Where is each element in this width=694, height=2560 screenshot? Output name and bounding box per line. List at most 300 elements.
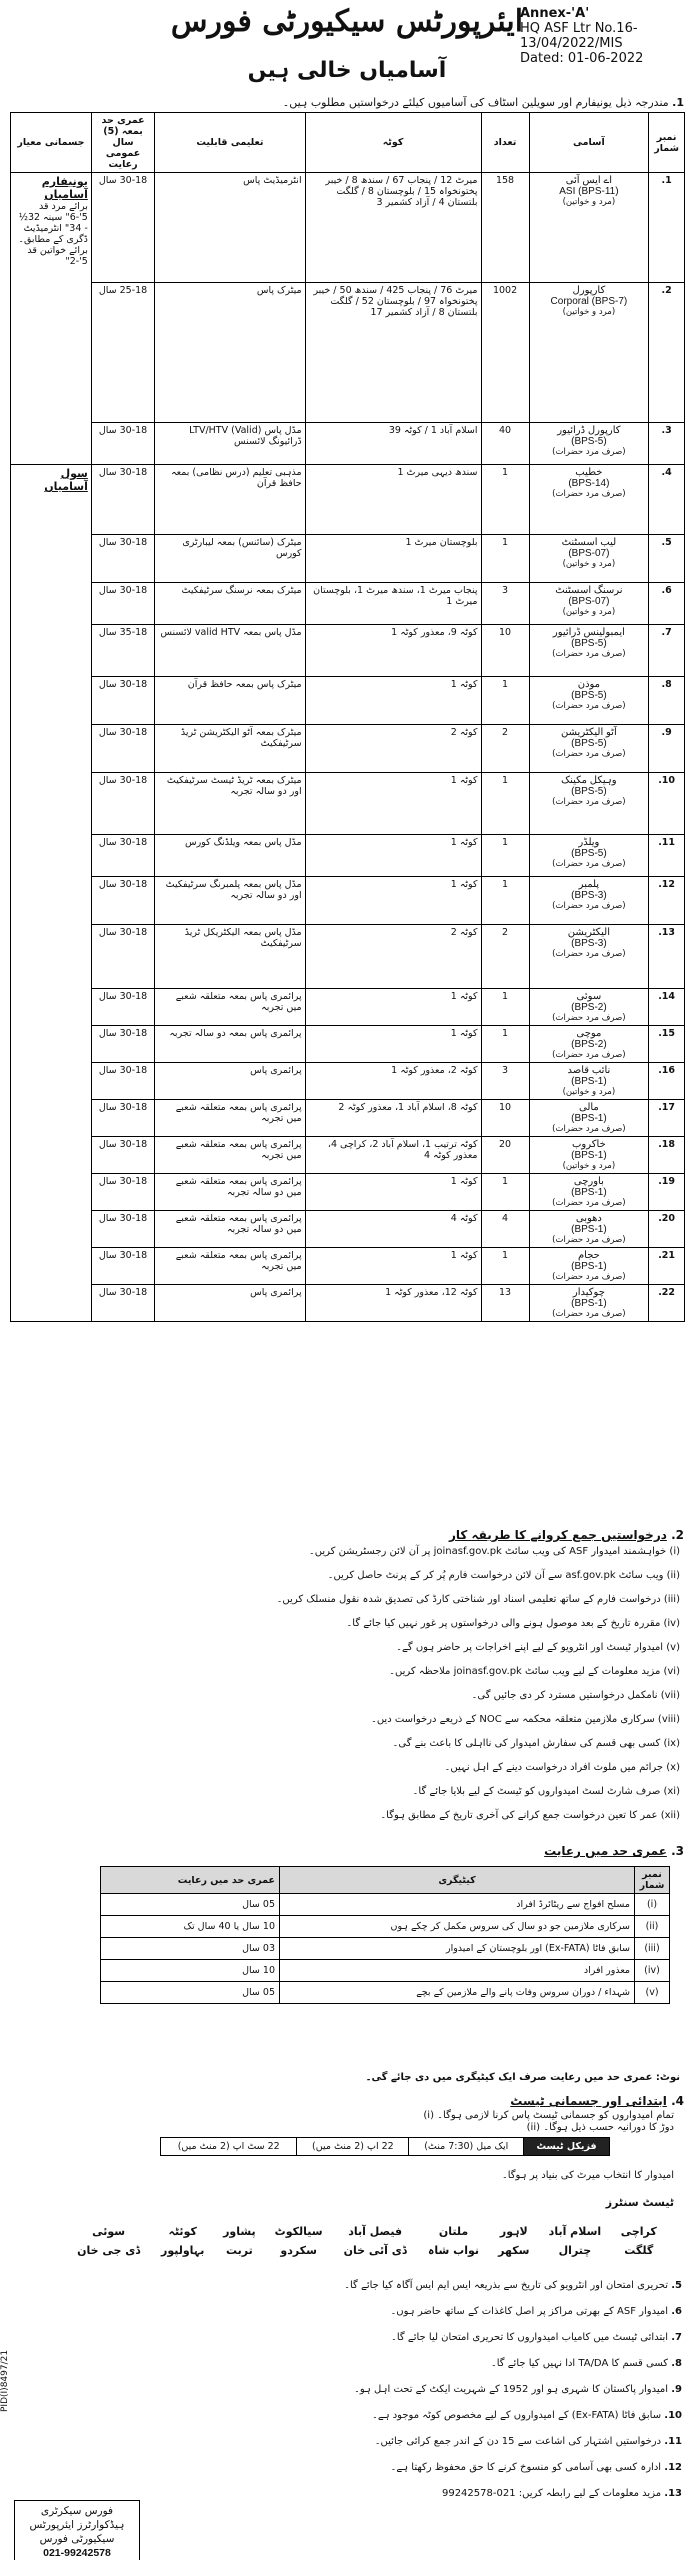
age-relax-note: نوٹ: عمری حد میں رعایت صرف ایک کیٹیگری میں دی جائے گی۔ bbox=[365, 2072, 680, 2083]
post-title-urdu: حجام bbox=[577, 1250, 600, 1261]
note-line bbox=[162, 2436, 682, 2447]
row-serial: 6. bbox=[649, 583, 685, 625]
post-gender-note: (صرف مرد حضرات) bbox=[552, 901, 626, 911]
col-header-age: عمری حد بمعہ (5) سال عمومی رعایت bbox=[91, 113, 154, 173]
office-name: فورس سیکرٹری bbox=[40, 2505, 114, 2517]
post-gender-note: (صرف مرد حضرات) bbox=[552, 749, 626, 759]
age-table-row bbox=[101, 1894, 670, 1916]
city-name: چترال bbox=[558, 2244, 592, 2257]
row-post bbox=[529, 1174, 649, 1211]
note-number: 13. bbox=[664, 2488, 682, 2499]
row-count: 158 bbox=[481, 173, 529, 283]
row-education: میٹرک بمعہ آٹو الیکٹریشن ٹریڈ سرٹیفکیٹ bbox=[155, 725, 305, 773]
apply-line: (iv) مقررہ تاریخ کے بعد موصول ہونے والی درخواستوں پر غور نہیں کیا جائے گا۔ bbox=[346, 1618, 680, 1629]
physical-line-1: (i) تمام امیدواروں کو جسمانی ٹیسٹ پاس کرنا لازمی ہوگا۔ bbox=[423, 2110, 674, 2121]
post-title-english: (BPS-5) bbox=[571, 638, 607, 649]
post-title-urdu: چوکیدار bbox=[572, 1287, 605, 1298]
apply-line: (ix) کسی بھی قسم کی سفارش امیدوار کی نااہلی کا باعث بنے گی۔ bbox=[392, 1738, 680, 1749]
apply-line: (iii) درخواست فارم کے ساتھ تعلیمی اسناد اور شناختی کارڈ کی تصدیق شدہ نقول منسلک کریں۔ bbox=[276, 1594, 680, 1605]
physical-test-row bbox=[161, 2138, 610, 2156]
post-title-urdu: موذن bbox=[577, 679, 601, 690]
civil-physical-cell bbox=[11, 465, 92, 1322]
row-serial: 8. bbox=[649, 677, 685, 725]
row-count: 1 bbox=[481, 773, 529, 835]
post-title-english: (BPS-1) bbox=[571, 1261, 607, 1272]
physical-heading-text: ابتدائی اور جسمانی ٹیسٹ bbox=[510, 2094, 667, 2108]
col-header-post: آسامی bbox=[529, 113, 649, 173]
row-age: 30-18 سال bbox=[91, 535, 154, 583]
note-line bbox=[162, 2332, 682, 2343]
age-row-serial: (i) bbox=[635, 1894, 670, 1916]
row-age: 30-18 سال bbox=[91, 989, 154, 1026]
row-post bbox=[529, 989, 649, 1026]
row-quota: کوٹہ 2، معذور کوٹہ 1 bbox=[305, 1063, 481, 1100]
post-title-urdu: کارپورل bbox=[572, 285, 606, 296]
post-title-english: (BPS-1) bbox=[571, 1150, 607, 1161]
age-relax-heading bbox=[544, 1844, 684, 1858]
row-post bbox=[529, 1100, 649, 1137]
note-text: کسی قسم کا TA/DA ادا نہیں کیا جائے گا۔ bbox=[490, 2358, 669, 2369]
table-row bbox=[11, 1063, 685, 1100]
row-quota: کوٹہ 1 bbox=[305, 1248, 481, 1285]
row-serial: 3. bbox=[649, 423, 685, 465]
post-gender-note: (مرد و خواتین) bbox=[562, 607, 616, 617]
row-quota: کوٹہ 12، معذور کوٹہ 1 bbox=[305, 1285, 481, 1322]
note-number: 9. bbox=[671, 2384, 682, 2395]
note-number: 7. bbox=[671, 2332, 682, 2343]
row-post bbox=[529, 1026, 649, 1063]
vacancies-subtitle: آسامیاں خالی ہیں bbox=[247, 58, 447, 83]
table-row bbox=[11, 1285, 685, 1322]
row-count: 40 bbox=[481, 423, 529, 465]
row-age: 30-18 سال bbox=[91, 1174, 154, 1211]
city-name: سوئی bbox=[92, 2225, 126, 2238]
post-title-urdu: پلمبر bbox=[578, 879, 600, 890]
col-header-education: تعلیمی قابلیت bbox=[155, 113, 305, 173]
row-quota: کوٹہ 8، اسلام آباد 1، معذور کوٹہ 2 bbox=[305, 1100, 481, 1137]
section-number: 3. bbox=[671, 1844, 684, 1858]
row-post bbox=[529, 1285, 649, 1322]
row-post bbox=[529, 283, 649, 423]
row-post bbox=[529, 877, 649, 925]
section-number: 1. bbox=[672, 96, 684, 109]
row-education: مڈل پاس LTV/HTV (Valid) ڈرائیونگ لائسنس bbox=[155, 423, 305, 465]
row-serial: 12. bbox=[649, 877, 685, 925]
post-title-urdu: خطیب bbox=[575, 467, 603, 478]
post-title-urdu: دھوبی bbox=[575, 1213, 602, 1224]
row-count: 13 bbox=[481, 1285, 529, 1322]
row-age: 30-18 سال bbox=[91, 835, 154, 877]
post-title-english: (BPS-5) bbox=[571, 848, 607, 859]
post-title-urdu: کارپورل ڈرائیور bbox=[557, 425, 621, 436]
row-serial: 13. bbox=[649, 925, 685, 989]
post-gender-note: (مرد و خواتین) bbox=[562, 307, 616, 317]
row-count: 2 bbox=[481, 725, 529, 773]
post-title-urdu: نرسنگ اسسٹنٹ bbox=[555, 585, 623, 596]
post-gender-note: (صرف مرد حضرات) bbox=[552, 797, 626, 807]
post-gender-note: (صرف مرد حضرات) bbox=[552, 1013, 626, 1023]
city-name: ڈی جی خان bbox=[77, 2244, 141, 2257]
post-title-english: (BPS-3) bbox=[571, 890, 607, 901]
post-title-urdu: خاکروب bbox=[572, 1139, 606, 1150]
table-row bbox=[11, 1137, 685, 1174]
city-name: تربت bbox=[226, 2244, 253, 2257]
table-row bbox=[11, 725, 685, 773]
post-gender-note: (صرف مرد حضرات) bbox=[552, 447, 626, 457]
row-count: 2 bbox=[481, 925, 529, 989]
row-count: 1 bbox=[481, 677, 529, 725]
row-age: 30-18 سال bbox=[91, 725, 154, 773]
note-text: ابتدائی ٹیسٹ میں کامیاب امیدواروں کا تحریری امتحان لیا جائے گا۔ bbox=[391, 2332, 669, 2343]
post-title-english: (BPS-1) bbox=[571, 1113, 607, 1124]
post-title-urdu: باورچی bbox=[573, 1176, 604, 1187]
table-row bbox=[11, 677, 685, 725]
row-count: 1 bbox=[481, 1026, 529, 1063]
post-title-english: (BPS-1) bbox=[571, 1224, 607, 1235]
table-row bbox=[11, 583, 685, 625]
note-text: امیدوار ASF کے بھرتی مراکز پر اصل کاغذات کے ساتھ حاضر ہوں۔ bbox=[390, 2306, 669, 2317]
row-count: 1 bbox=[481, 1248, 529, 1285]
row-count: 1 bbox=[481, 1174, 529, 1211]
row-post bbox=[529, 173, 649, 283]
hq-name: ہیڈکوارٹرز ایئرپورٹس سیکیورٹی فورس bbox=[29, 2519, 125, 2545]
table-row bbox=[11, 1026, 685, 1063]
row-serial: 4. bbox=[649, 465, 685, 535]
row-post bbox=[529, 925, 649, 989]
post-gender-note: (مرد و خواتین) bbox=[562, 1087, 616, 1097]
row-age: 35-18 سال bbox=[91, 625, 154, 677]
row-quota: سندھ دیہی میرٹ 1 bbox=[305, 465, 481, 535]
post-title-english: (BPS-5) bbox=[571, 738, 607, 749]
physical-test-table bbox=[160, 2137, 610, 2156]
note-text: ادارہ کسی بھی آسامی کو منسوخ کرنے کا حق محفوظ رکھتا ہے۔ bbox=[390, 2462, 662, 2473]
table-row bbox=[11, 423, 685, 465]
note-line bbox=[162, 2358, 682, 2369]
physical-line-2: (ii) دوڑ کا دورانیہ حسب ذیل ہوگا۔ bbox=[526, 2122, 674, 2133]
row-post bbox=[529, 1248, 649, 1285]
row-age: 30-18 سال bbox=[91, 925, 154, 989]
row-serial: 2. bbox=[649, 283, 685, 423]
row-serial: 21. bbox=[649, 1248, 685, 1285]
age-row-relaxation: 05 سال bbox=[101, 1894, 280, 1916]
row-post bbox=[529, 1137, 649, 1174]
table-header-row bbox=[11, 113, 685, 173]
apply-line: (ii) ویب سائٹ asf.gov.pk سے آن لائن درخواست فارم پُر کر کے پرنٹ حاصل کریں۔ bbox=[327, 1570, 680, 1581]
row-post bbox=[529, 1211, 649, 1248]
table-row bbox=[11, 1174, 685, 1211]
row-age: 30-18 سال bbox=[91, 1248, 154, 1285]
row-education: پرائمری پاس بمعہ متعلقہ شعبے میں تجربہ bbox=[155, 1137, 305, 1174]
section-number: 4. bbox=[671, 2094, 684, 2108]
age-col-relaxation: عمری حد میں رعایت bbox=[101, 1867, 280, 1894]
row-quota: کوٹہ 1 bbox=[305, 989, 481, 1026]
apply-line: (viii) سرکاری ملازمین متعلقہ محکمہ سے NOC کے ذریعے درخواست دیں۔ bbox=[370, 1714, 680, 1725]
table-row bbox=[11, 925, 685, 989]
city-name: لاہور bbox=[499, 2225, 528, 2238]
test-centers-heading: ٹیسٹ سنٹرز bbox=[605, 2196, 674, 2209]
row-serial: 16. bbox=[649, 1063, 685, 1100]
post-title-urdu: مالی bbox=[578, 1102, 599, 1113]
row-post bbox=[529, 423, 649, 465]
table-row bbox=[11, 1100, 685, 1137]
row-count: 1 bbox=[481, 989, 529, 1026]
physical-test-situps: 22 سٹ اپ (2 منٹ میں) bbox=[161, 2138, 297, 2156]
row-quota: کوٹہ 1 bbox=[305, 1026, 481, 1063]
city-name: فیصل آباد bbox=[348, 2225, 403, 2238]
col-header-quota: کوٹہ bbox=[305, 113, 481, 173]
note-text: مزید معلومات کے لیے رابطہ کریں: 021-99242578 bbox=[441, 2488, 662, 2499]
table-row bbox=[11, 773, 685, 835]
row-education: انٹرمیڈیٹ پاس bbox=[155, 173, 305, 283]
advert-title: ایئرپورٹس سیکیورٹی فورس bbox=[170, 4, 524, 39]
post-gender-note: (صرف مرد حضرات) bbox=[552, 1198, 626, 1208]
post-gender-note: (صرف مرد حضرات) bbox=[552, 1235, 626, 1245]
row-age: 25-18 سال bbox=[91, 283, 154, 423]
post-title-urdu: سوئی bbox=[576, 991, 602, 1002]
uniform-physical-standard: برائے مرد قد 5'-6" سینہ 32½ - 34" انٹرمیڈیٹ ڈگری کے مطابق۔ برائے خواتین قد 5'-2" bbox=[18, 201, 88, 267]
post-title-urdu: وہیکل مکینک bbox=[561, 775, 617, 786]
row-serial: 5. bbox=[649, 535, 685, 583]
post-title-english: (BPS-2) bbox=[571, 1002, 607, 1013]
row-serial: 9. bbox=[649, 725, 685, 773]
post-title-english: (BPS-1) bbox=[571, 1298, 607, 1309]
apply-heading bbox=[449, 1528, 684, 1542]
intro-line bbox=[24, 96, 684, 109]
post-title-english: (BPS-07) bbox=[568, 548, 610, 559]
city-name: ڈی آئی خان bbox=[343, 2244, 407, 2257]
post-title-english: (BPS-3) bbox=[571, 938, 607, 949]
row-education: پرائمری پاس bbox=[155, 1285, 305, 1322]
note-line bbox=[162, 2462, 682, 2473]
row-age: 30-18 سال bbox=[91, 1026, 154, 1063]
post-title-english: (BPS-2) bbox=[571, 1039, 607, 1050]
table-row bbox=[11, 1211, 685, 1248]
row-count: 1 bbox=[481, 877, 529, 925]
row-post bbox=[529, 1063, 649, 1100]
row-quota: کوٹہ 2 bbox=[305, 925, 481, 989]
age-row-category: سرکاری ملازمین جو دو سال کی سروس مکمل کر چکے ہوں bbox=[280, 1916, 635, 1938]
civil-posts-heading: سول آسامیاں bbox=[44, 467, 88, 493]
age-col-serial: نمبر شمار bbox=[635, 1867, 670, 1894]
note-line bbox=[162, 2384, 682, 2395]
row-quota: کوٹہ 2 bbox=[305, 725, 481, 773]
row-post bbox=[529, 677, 649, 725]
row-education: پرائمری پاس بمعہ متعلقہ شعبے میں تجربہ bbox=[155, 1100, 305, 1137]
post-title-urdu: لیب اسسٹنٹ bbox=[561, 537, 617, 548]
note-text: درخواستیں اشتہار کی اشاعت سے 15 دن کے اندر جمع کرائی جائیں۔ bbox=[374, 2436, 662, 2447]
age-relaxation-table bbox=[100, 1866, 670, 2004]
post-title-urdu: ایمبولینس ڈرائیور bbox=[552, 627, 625, 638]
age-row-category: سابق فاٹا (Ex-FATA) اور بلوچستان کے امیدوار bbox=[280, 1938, 635, 1960]
vacancies-table bbox=[10, 112, 685, 1322]
physical-test-pushups: 22 اپ (2 منٹ میں) bbox=[297, 2138, 409, 2156]
physical-note: امیدوار کا انتخاب میرٹ کی بنیاد پر ہوگا۔ bbox=[501, 2170, 674, 2181]
apply-line: (v) امیدوار ٹیسٹ اور انٹرویو کے لیے اپنے اخراجات پر حاضر ہوں گے۔ bbox=[396, 1642, 680, 1653]
note-text: تحریری امتحان اور انٹرویو کی تاریخ سے بذریعہ ایس ایم ایس آگاہ کیا جائے گا۔ bbox=[344, 2280, 669, 2291]
uniform-posts-heading: یونیفارم آسامیاں bbox=[41, 175, 88, 201]
age-row-relaxation: 10 سال bbox=[101, 1960, 280, 1982]
age-row-serial: (iv) bbox=[635, 1960, 670, 1982]
row-post bbox=[529, 465, 649, 535]
section-number: 2. bbox=[671, 1528, 684, 1542]
row-serial: 7. bbox=[649, 625, 685, 677]
row-count: 1 bbox=[481, 465, 529, 535]
post-gender-note: (مرد و خواتین) bbox=[562, 1161, 616, 1171]
contact-phone: 021-99242578 bbox=[43, 2547, 111, 2559]
table-row bbox=[11, 465, 685, 535]
row-serial: 15. bbox=[649, 1026, 685, 1063]
table-row bbox=[11, 535, 685, 583]
row-education: پرائمری پاس بمعہ دو سالہ تجربہ bbox=[155, 1026, 305, 1063]
row-count: 4 bbox=[481, 1211, 529, 1248]
apply-line: (xi) صرف شارٹ لسٹ امیدواروں کو ٹیسٹ کے لیے بلایا جائے گا۔ bbox=[412, 1786, 680, 1797]
row-quota: کوٹہ 1 bbox=[305, 1174, 481, 1211]
row-post bbox=[529, 625, 649, 677]
row-count: 1002 bbox=[481, 283, 529, 423]
city-name: پشاور bbox=[223, 2225, 256, 2238]
row-education: مڈل پاس بمعہ valid HTV لائسنس bbox=[155, 625, 305, 677]
city-name: کراچی bbox=[620, 2225, 657, 2238]
city-name: کوئٹہ bbox=[168, 2225, 197, 2238]
row-count: 3 bbox=[481, 1063, 529, 1100]
age-row-category: شہداء / دوران سروس وفات پانے والے ملازمین کے بچے bbox=[280, 1982, 635, 2004]
row-count: 10 bbox=[481, 1100, 529, 1137]
age-col-category: کیٹیگری bbox=[280, 1867, 635, 1894]
apply-line: (xii) عمر کا تعین درخواست جمع کرانے کی آخری تاریخ کے مطابق ہوگا۔ bbox=[380, 1810, 680, 1821]
row-serial: 10. bbox=[649, 773, 685, 835]
row-serial: 1. bbox=[649, 173, 685, 283]
note-number: 8. bbox=[671, 2358, 682, 2369]
age-table-row bbox=[101, 1960, 670, 1982]
row-quota: اسلام آباد 1 / کوٹہ 39 bbox=[305, 423, 481, 465]
row-quota: میرٹ 12 / پنجاب 67 / سندھ 8 / خیبر پختونخواہ 15 / بلوچستان 8 / گلگت بلتستان 4 / آزاد کشمیر 3 bbox=[305, 173, 481, 283]
post-gender-note: (صرف مرد حضرات) bbox=[552, 701, 626, 711]
row-count: 1 bbox=[481, 535, 529, 583]
note-text: امیدوار پاکستان کا شہری ہو اور 1952 کے شہریت ایکٹ کے تحت اہل ہو۔ bbox=[353, 2384, 669, 2395]
table-row bbox=[11, 989, 685, 1026]
post-title-english: (BPS-5) bbox=[571, 690, 607, 701]
row-education: پرائمری پاس بمعہ متعلقہ شعبے میں دو سالہ تجربہ bbox=[155, 1211, 305, 1248]
post-title-english: Corporal (BPS-7) bbox=[550, 296, 628, 307]
row-education: مڈل پاس بمعہ الیکٹریکل ٹریڈ سرٹیفکیٹ bbox=[155, 925, 305, 989]
age-table-header bbox=[101, 1867, 670, 1894]
post-gender-note: (صرف مرد حضرات) bbox=[552, 489, 626, 499]
post-title-english: (BPS-14) bbox=[568, 478, 610, 489]
row-age: 30-18 سال bbox=[91, 1211, 154, 1248]
row-education: پرائمری پاس بمعہ متعلقہ شعبے میں دو سالہ تجربہ bbox=[155, 1174, 305, 1211]
city-row bbox=[66, 2222, 666, 2241]
physical-test-run: ایک میل (7:30 منٹ) bbox=[409, 2138, 524, 2156]
annex-label: Annex-'A' bbox=[520, 6, 590, 21]
row-education: پرائمری پاس بمعہ متعلقہ شعبے میں تجربہ bbox=[155, 1248, 305, 1285]
intro-text: مندرجہ ذیل یونیفارم اور سویلین اسٹاف کی آسامیوں کیلئے درخواستیں مطلوب ہیں۔ bbox=[282, 96, 669, 109]
post-gender-note: (مرد و خواتین) bbox=[562, 559, 616, 569]
row-post bbox=[529, 535, 649, 583]
post-title-urdu: اے ایس آئی bbox=[565, 175, 613, 186]
age-table-row bbox=[101, 1982, 670, 2004]
row-serial: 11. bbox=[649, 835, 685, 877]
row-count: 3 bbox=[481, 583, 529, 625]
age-row-serial: (ii) bbox=[635, 1916, 670, 1938]
row-serial: 17. bbox=[649, 1100, 685, 1137]
post-gender-note: (صرف مرد حضرات) bbox=[552, 1124, 626, 1134]
row-quota: کوٹہ 1 bbox=[305, 877, 481, 925]
row-quota: کوٹہ 9، معذور کوٹہ 1 bbox=[305, 625, 481, 677]
note-number: 5. bbox=[671, 2280, 682, 2291]
note-line bbox=[162, 2306, 682, 2317]
post-gender-note: (صرف مرد حضرات) bbox=[552, 859, 626, 869]
note-number: 11. bbox=[664, 2436, 682, 2447]
table-row bbox=[11, 835, 685, 877]
row-quota: میرٹ 76 / پنجاب 425 / سندھ 50 / خیبر پختونخواہ 97 / بلوچستان 52 / گلگت بلتستان 8 / آزاد کشمیر 17 bbox=[305, 283, 481, 423]
post-gender-note: (صرف مرد حضرات) bbox=[552, 649, 626, 659]
row-serial: 19. bbox=[649, 1174, 685, 1211]
row-age: 30-18 سال bbox=[91, 173, 154, 283]
note-number: 10. bbox=[664, 2410, 682, 2421]
apply-line: (vi) مزید معلومات کے لیے ویب سائٹ joinasf.gov.pk ملاحظہ کریں۔ bbox=[389, 1666, 680, 1677]
post-title-english: (BPS-1) bbox=[571, 1076, 607, 1087]
row-education: پرائمری پاس bbox=[155, 1063, 305, 1100]
age-row-relaxation: 03 سال bbox=[101, 1938, 280, 1960]
note-number: 6. bbox=[671, 2306, 682, 2317]
age-row-serial: (iii) bbox=[635, 1938, 670, 1960]
city-name: سکھر bbox=[498, 2244, 530, 2257]
post-title-english: (BPS-1) bbox=[571, 1187, 607, 1198]
note-line bbox=[162, 2280, 682, 2291]
row-age: 30-18 سال bbox=[91, 423, 154, 465]
age-row-relaxation: 10 سال یا 40 سال تک bbox=[101, 1916, 280, 1938]
row-serial: 14. bbox=[649, 989, 685, 1026]
city-name: ملتان bbox=[438, 2225, 469, 2238]
row-education: مذہبی تعلیم (درس نظامی) بمعہ حافظ قرآن bbox=[155, 465, 305, 535]
row-age: 30-18 سال bbox=[91, 1063, 154, 1100]
col-header-serial: نمبر شمار bbox=[649, 113, 685, 173]
pid-number: PID(I)8497/21 bbox=[0, 2349, 10, 2412]
row-age: 30-18 سال bbox=[91, 773, 154, 835]
note-text: سابق فاٹا (Ex-FATA) کے امیدواروں کے لیے مخصوص کوٹہ موجود ہے۔ bbox=[371, 2410, 662, 2421]
post-title-urdu: موچی bbox=[576, 1028, 602, 1039]
row-serial: 18. bbox=[649, 1137, 685, 1174]
row-age: 30-18 سال bbox=[91, 677, 154, 725]
row-count: 10 bbox=[481, 625, 529, 677]
note-line bbox=[162, 2410, 682, 2421]
post-title-urdu: ویلڈر bbox=[578, 837, 600, 848]
post-title-english: (BPS-5) bbox=[571, 786, 607, 797]
col-header-count: تعداد bbox=[481, 113, 529, 173]
row-post bbox=[529, 773, 649, 835]
table-row bbox=[11, 877, 685, 925]
row-quota: کوٹہ 1 bbox=[305, 677, 481, 725]
table-row bbox=[11, 625, 685, 677]
city-name: سکردو bbox=[280, 2244, 317, 2257]
table-row bbox=[11, 1248, 685, 1285]
row-education: میٹرک پاس بمعہ حافظ قرآن bbox=[155, 677, 305, 725]
city-name: سیالکوٹ bbox=[274, 2225, 323, 2238]
contact-box bbox=[14, 2500, 140, 2560]
row-quota: بلوچستان میرٹ 1 bbox=[305, 535, 481, 583]
note-number: 12. bbox=[664, 2462, 682, 2473]
row-post bbox=[529, 835, 649, 877]
row-age: 30-18 سال bbox=[91, 583, 154, 625]
row-quota: کوٹہ 1 bbox=[305, 773, 481, 835]
row-count: 20 bbox=[481, 1137, 529, 1174]
row-education: مڈل پاس بمعہ پلمبرنگ سرٹیفکیٹ اور دو سالہ تجربہ bbox=[155, 877, 305, 925]
row-quota: پنجاب میرٹ 1، سندھ میرٹ 1، بلوچستان میرٹ 1 bbox=[305, 583, 481, 625]
age-row-serial: (v) bbox=[635, 1982, 670, 2004]
physical-heading bbox=[510, 2094, 684, 2108]
table-row bbox=[11, 173, 685, 283]
row-quota: کوٹہ 4 bbox=[305, 1211, 481, 1248]
